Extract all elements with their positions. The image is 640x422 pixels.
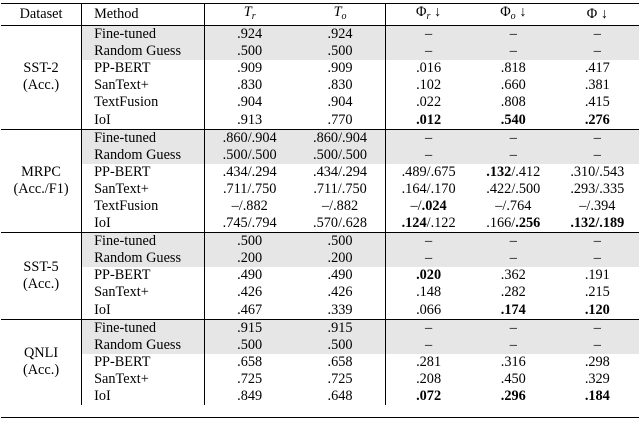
- header-dataset: Dataset: [1, 4, 82, 26]
- tr-cell: .500: [204, 337, 295, 354]
- dataset-metric: (Acc.): [22, 275, 60, 292]
- phi-cell: .310/.543: [570, 163, 625, 180]
- phio-cell: .132/.412: [486, 163, 541, 180]
- to-cell: .500/.500: [295, 147, 386, 164]
- header-phir: $\Phi_r$ ↓: [416, 4, 442, 22]
- to-cell: –/.882: [295, 198, 386, 215]
- header-row: [1, 4, 639, 26]
- phir-cell: .012: [416, 111, 442, 128]
- method-cell: Random Guess: [82, 250, 204, 267]
- tr-cell: .860/.904: [204, 129, 295, 147]
- table-row: [1, 181, 639, 198]
- method-cell: Random Guess: [82, 43, 204, 60]
- tr-cell: .915: [204, 319, 295, 337]
- phio-cell: –: [471, 43, 556, 60]
- tr-cell: .490: [237, 267, 263, 284]
- table-row: [1, 233, 639, 251]
- tr-cell: .913: [237, 111, 263, 128]
- method-cell: PP-BERT: [82, 354, 204, 371]
- phi-cell: .417: [584, 60, 610, 77]
- results-table: [1, 3, 639, 405]
- to-cell: .500: [295, 233, 386, 251]
- method-cell: Fine-tuned: [82, 233, 204, 251]
- to-cell: .570/.628: [295, 215, 386, 233]
- to-cell: .924: [295, 26, 386, 44]
- tr-cell: .725: [237, 370, 263, 387]
- phir-cell: –/.024: [410, 197, 447, 214]
- method-cell: Random Guess: [82, 337, 204, 354]
- dataset-name: SST-2: [23, 60, 59, 77]
- tr-cell: .830: [237, 77, 263, 94]
- phir-cell: –: [386, 43, 471, 60]
- table-row: [1, 354, 639, 371]
- table-row: [1, 129, 639, 147]
- phi-cell: .276: [584, 111, 610, 128]
- phir-cell: –: [386, 250, 471, 267]
- tr-cell: .924: [204, 26, 295, 44]
- method-cell: SanText+: [82, 181, 204, 198]
- dataset-name: SST-5: [23, 258, 59, 275]
- method-cell: SanText+: [82, 284, 204, 301]
- to-cell: .904: [295, 94, 386, 111]
- tr-cell: .200: [204, 250, 295, 267]
- method-cell: TextFusion: [82, 94, 204, 111]
- table-row: [1, 198, 639, 215]
- phio-cell: –/.764: [495, 197, 532, 214]
- phir-cell: –: [386, 319, 471, 337]
- phio-cell: .818: [500, 60, 526, 77]
- phir-cell: .208: [416, 370, 442, 387]
- phio-cell: –: [471, 147, 556, 164]
- phir-cell: .022: [416, 94, 442, 111]
- phi-cell: –: [556, 129, 639, 147]
- table-row: [1, 26, 639, 44]
- phi-cell: –: [556, 337, 639, 354]
- phi-cell: –: [556, 43, 639, 60]
- table-body: [1, 26, 639, 406]
- method-cell: IoI: [82, 215, 204, 233]
- phio-cell: –: [471, 319, 556, 337]
- dataset-metric: (Acc./F1): [13, 180, 69, 197]
- tr-cell: –/.882: [231, 197, 268, 214]
- header-tr: $T_r$: [243, 4, 256, 22]
- header-phi: Φ ↓: [586, 6, 608, 22]
- method-cell: SanText+: [82, 77, 204, 94]
- phio-cell: –: [471, 233, 556, 251]
- phi-cell: .381: [584, 77, 610, 94]
- phi-cell: .415: [584, 94, 610, 111]
- phio-cell: .808: [500, 94, 526, 111]
- method-cell: PP-BERT: [82, 60, 204, 77]
- phio-cell: .296: [500, 388, 526, 405]
- method-cell: TextFusion: [82, 198, 204, 215]
- to-cell: .500: [295, 43, 386, 60]
- phir-cell: .102: [416, 77, 442, 94]
- table-row: [1, 267, 639, 284]
- to-cell: .915: [295, 319, 386, 337]
- table-row: [1, 388, 639, 405]
- phir-cell: .066: [416, 301, 442, 318]
- phir-cell: .164/.170: [401, 180, 456, 197]
- phir-cell: –: [386, 129, 471, 147]
- phi-cell: –: [556, 250, 639, 267]
- dataset-metric: (Acc.): [22, 77, 60, 94]
- phio-cell: –: [471, 337, 556, 354]
- method-cell: Fine-tuned: [82, 26, 204, 44]
- to-cell: .658: [295, 354, 386, 371]
- phi-cell: –: [556, 319, 639, 337]
- phio-cell: .166/.256: [486, 215, 541, 232]
- tr-cell: .500: [204, 233, 295, 251]
- phir-cell: .281: [416, 353, 442, 370]
- table-row: [1, 337, 639, 354]
- tr-cell: .500/.500: [204, 147, 295, 164]
- to-cell: .909: [295, 60, 386, 77]
- dataset-cell: [1, 26, 82, 130]
- tr-cell: .426: [237, 284, 263, 301]
- dataset-name: MRPC: [21, 163, 61, 180]
- phio-cell: –: [471, 26, 556, 44]
- table-row: [1, 319, 639, 337]
- method-cell: PP-BERT: [82, 164, 204, 181]
- table-row: [1, 250, 639, 267]
- phi-cell: .191: [584, 267, 610, 284]
- phio-cell: .660: [500, 77, 526, 94]
- method-cell: Random Guess: [82, 147, 204, 164]
- method-cell: SanText+: [82, 371, 204, 388]
- phir-cell: .124/.122: [401, 215, 456, 232]
- phio-cell: –: [471, 129, 556, 147]
- header-to: $T_o$: [295, 4, 386, 26]
- phio-cell: .422/.500: [486, 180, 541, 197]
- phir-cell: –: [386, 233, 471, 251]
- phio-cell: .540: [500, 111, 526, 128]
- to-cell: .711/.750: [295, 181, 386, 198]
- to-cell: .648: [295, 388, 386, 405]
- table-row: [1, 284, 639, 301]
- table-row: [1, 371, 639, 388]
- table-row: [1, 77, 639, 94]
- table-row: [1, 43, 639, 60]
- tr-cell: .745/.794: [222, 215, 277, 232]
- to-cell: .426: [295, 284, 386, 301]
- phi-cell: .184: [584, 388, 610, 405]
- dataset-cell: [1, 319, 82, 405]
- phir-cell: –: [386, 147, 471, 164]
- tr-cell: .658: [237, 353, 263, 370]
- tr-cell: .434/.294: [222, 163, 277, 180]
- phir-cell: –: [386, 337, 471, 354]
- phio-cell: .316: [500, 353, 526, 370]
- to-cell: .860/.904: [295, 129, 386, 147]
- phir-cell: .489/.675: [401, 163, 456, 180]
- phir-cell: .016: [416, 60, 442, 77]
- phi-cell: .132/.189: [570, 215, 625, 232]
- tr-cell: .711/.750: [222, 180, 277, 197]
- to-cell: .434/.294: [295, 164, 386, 181]
- tr-cell: .904: [237, 94, 263, 111]
- phio-cell: .282: [500, 284, 526, 301]
- dataset-cell: [1, 233, 82, 319]
- phi-cell: .120: [584, 301, 610, 318]
- phio-cell: .362: [500, 267, 526, 284]
- phio-cell: –: [471, 250, 556, 267]
- to-cell: .200: [295, 250, 386, 267]
- phi-cell: –: [556, 233, 639, 251]
- phi-cell: –: [556, 147, 639, 164]
- to-cell: .490: [295, 267, 386, 284]
- phi-cell: .298: [584, 353, 610, 370]
- table-row: [1, 94, 639, 111]
- dataset-cell: [1, 129, 82, 233]
- to-cell: .770: [295, 111, 386, 129]
- dataset-metric: (Acc.): [22, 362, 60, 379]
- tr-cell: .849: [237, 388, 263, 405]
- method-cell: Fine-tuned: [82, 129, 204, 147]
- to-cell: .500: [295, 337, 386, 354]
- tr-cell: .909: [237, 60, 263, 77]
- phir-cell: .148: [416, 284, 442, 301]
- header-method: Method: [82, 4, 204, 26]
- phir-cell: .020: [416, 267, 442, 284]
- phir-cell: .072: [416, 388, 442, 405]
- phio-cell: .450: [500, 370, 526, 387]
- phio-cell: .174: [500, 301, 526, 318]
- table-row: [1, 60, 639, 77]
- table-row: [1, 147, 639, 164]
- phi-cell: .293/.335: [570, 180, 625, 197]
- tr-cell: .467: [237, 301, 263, 318]
- method-cell: IoI: [82, 302, 204, 320]
- tr-cell: .500: [204, 43, 295, 60]
- header-phio: $\Phi_o$ ↓: [500, 4, 527, 22]
- table-row: [1, 302, 639, 320]
- method-cell: IoI: [82, 388, 204, 405]
- table-row: [1, 164, 639, 181]
- dataset-name: QNLI: [23, 345, 59, 362]
- method-cell: IoI: [82, 111, 204, 129]
- table-row: [1, 111, 639, 129]
- to-cell: .830: [295, 77, 386, 94]
- bottom-rule: [1, 417, 639, 418]
- phi-cell: –: [556, 26, 639, 44]
- method-cell: Fine-tuned: [82, 319, 204, 337]
- table-row: [1, 215, 639, 233]
- phi-cell: .329: [584, 370, 610, 387]
- phir-cell: –: [386, 26, 471, 44]
- method-cell: PP-BERT: [82, 267, 204, 284]
- phi-cell: .215: [584, 284, 610, 301]
- to-cell: .725: [295, 371, 386, 388]
- to-cell: .339: [295, 302, 386, 320]
- phi-cell: –/.394: [579, 197, 616, 214]
